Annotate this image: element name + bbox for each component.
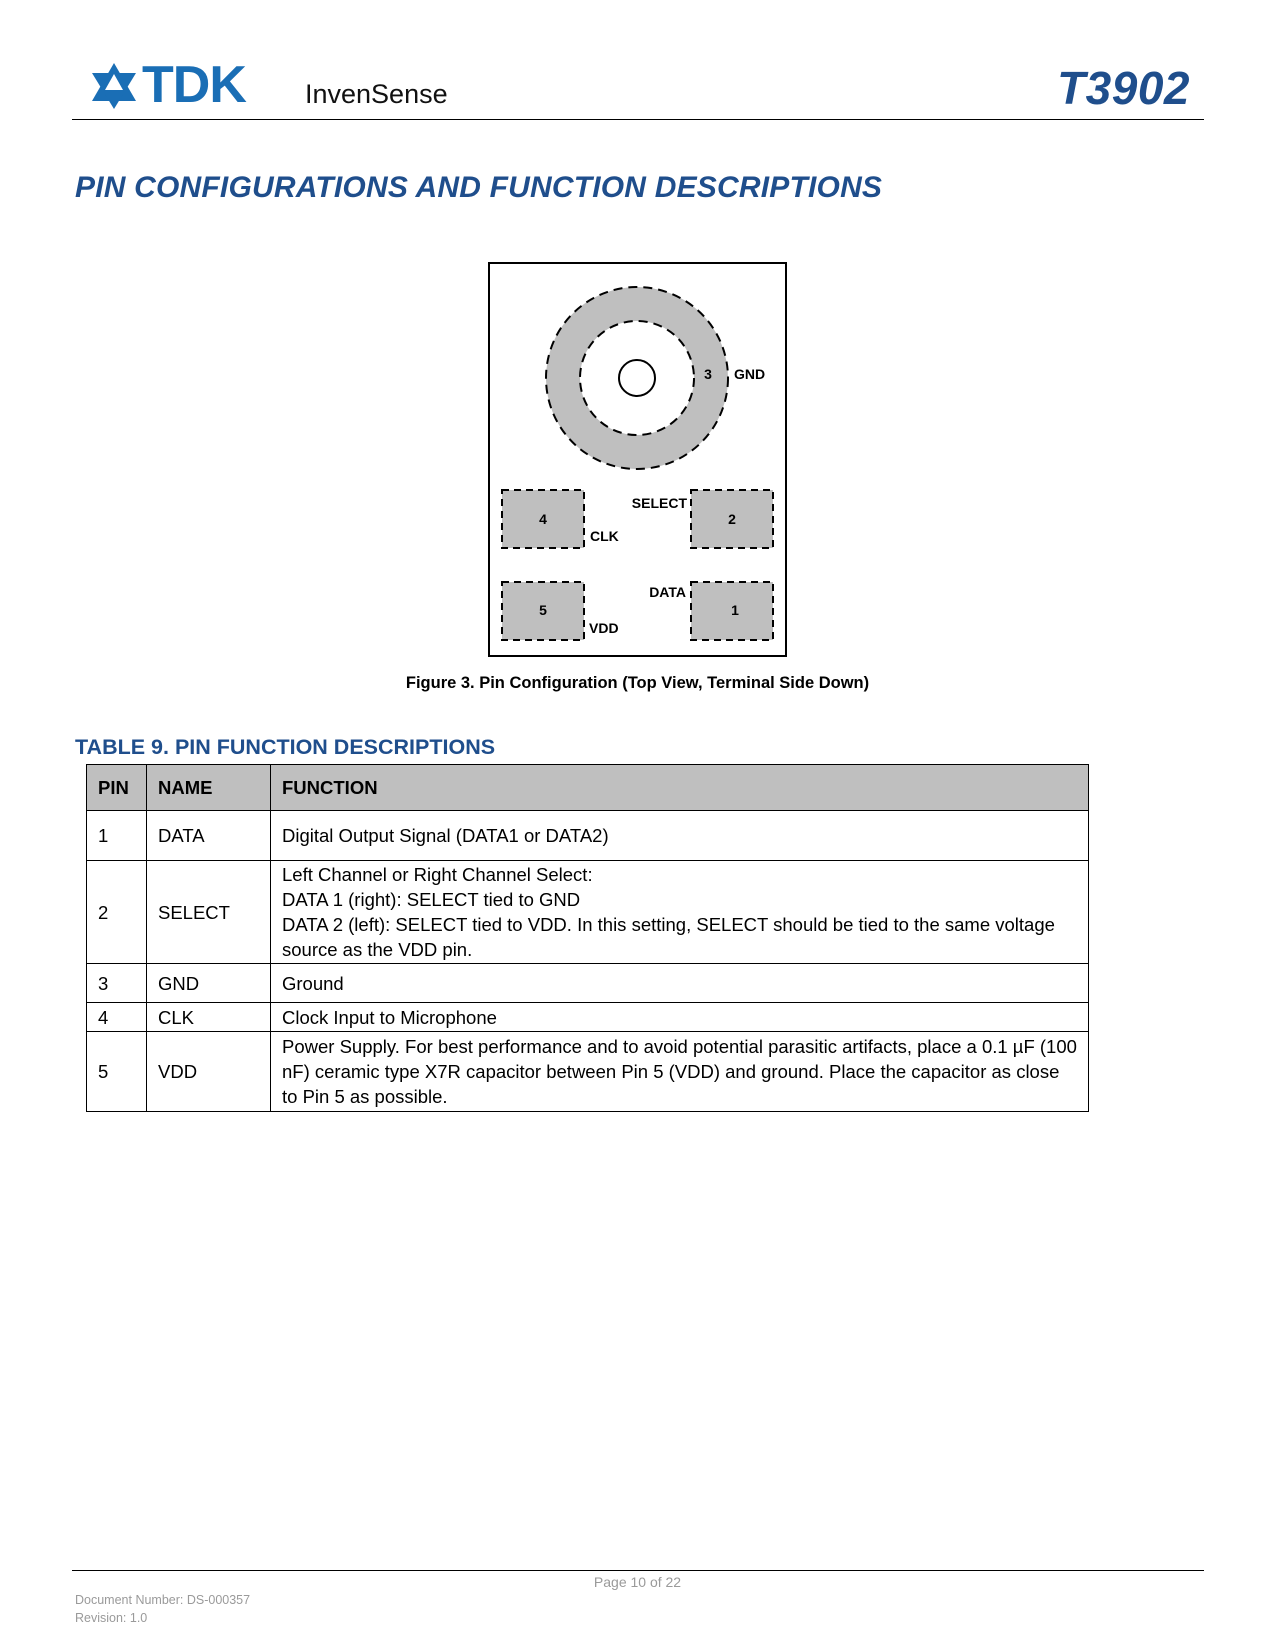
table-row <box>87 1003 1089 1032</box>
page-number: Page 10 of 22 <box>593 1574 682 1590</box>
clk-label: CLK <box>590 528 619 544</box>
function-line: DATA 2 (left): SELECT tied to VDD. In this setting, SELECT should be tied to the same voltage source as the VDD pin. <box>282 914 1055 960</box>
table-row <box>87 1032 1089 1112</box>
name-cell: GND <box>147 964 271 1003</box>
tdk-invensense-logo <box>90 61 450 111</box>
table-title: TABLE 9. PIN FUNCTION DESCRIPTIONS <box>75 735 496 759</box>
name-cell: DATA <box>147 811 271 861</box>
footer-divider <box>72 1570 1204 1571</box>
name-cell: SELECT <box>147 861 271 964</box>
sub-brand-name: InvenSense <box>305 79 448 109</box>
table-header-row <box>87 765 1089 811</box>
function-line: Power Supply. For best performance and to avoid potential parasitic artifacts, place a 0.1 µF (100 nF) ceramic type X7R capacitor between Pin 5 (VDD) and ground. Place the capacitor as close to Pin 5 as possible. <box>282 1036 1077 1107</box>
pin-cell: 1 <box>87 811 147 861</box>
gnd-label: GND <box>734 366 766 382</box>
pin-1-number: 1 <box>731 602 739 618</box>
function-cell <box>271 1032 1089 1112</box>
function-line: Left Channel or Right Channel Select: <box>282 864 593 885</box>
pin-cell: 5 <box>87 1032 147 1112</box>
section-title: PIN CONFIGURATIONS AND FUNCTION DESCRIPTIONS <box>75 171 883 204</box>
pin-configuration-figure <box>488 262 788 658</box>
function-line: Clock Input to Microphone <box>282 1006 497 1028</box>
function-cell <box>271 964 1089 1003</box>
name-cell: CLK <box>147 1003 271 1032</box>
header-name: NAME <box>147 765 271 811</box>
document-number: Document Number: DS-000357 <box>75 1593 251 1607</box>
revision: Revision: 1.0 <box>75 1611 148 1625</box>
name-cell: VDD <box>147 1032 271 1112</box>
pin-5-number: 5 <box>539 602 547 618</box>
function-cell <box>271 861 1089 964</box>
pin-3-number: 3 <box>704 366 712 382</box>
brand-name: TDK <box>142 61 246 111</box>
tdk-star-icon <box>92 63 136 109</box>
sound-port <box>619 360 655 396</box>
function-line: Digital Output Signal (DATA1 or DATA2) <box>282 825 609 846</box>
figure-caption: Figure 3. Pin Configuration (Top View, Terminal Side Down) <box>405 674 870 692</box>
pin-4-number: 4 <box>539 511 547 527</box>
function-line: DATA 1 (right): SELECT tied to GND <box>282 889 581 910</box>
pin-cell: 2 <box>87 861 147 964</box>
header-function: FUNCTION <box>271 765 1089 811</box>
page-header <box>72 55 1204 120</box>
vdd-label: VDD <box>589 620 619 636</box>
select-label: SELECT <box>631 495 687 511</box>
table-row <box>87 861 1089 964</box>
data-label: DATA <box>649 584 686 600</box>
pin-function-table <box>86 764 1089 1112</box>
table-row <box>87 811 1089 861</box>
function-cell <box>271 811 1089 861</box>
pin-cell: 3 <box>87 964 147 1003</box>
pin-2-number: 2 <box>728 511 736 527</box>
header-pin: PIN <box>87 765 147 811</box>
function-line: Ground <box>282 972 344 994</box>
pin-cell: 4 <box>87 1003 147 1032</box>
document-id: T3902 <box>1057 62 1190 114</box>
function-cell <box>271 1003 1089 1032</box>
table-row <box>87 964 1089 1003</box>
